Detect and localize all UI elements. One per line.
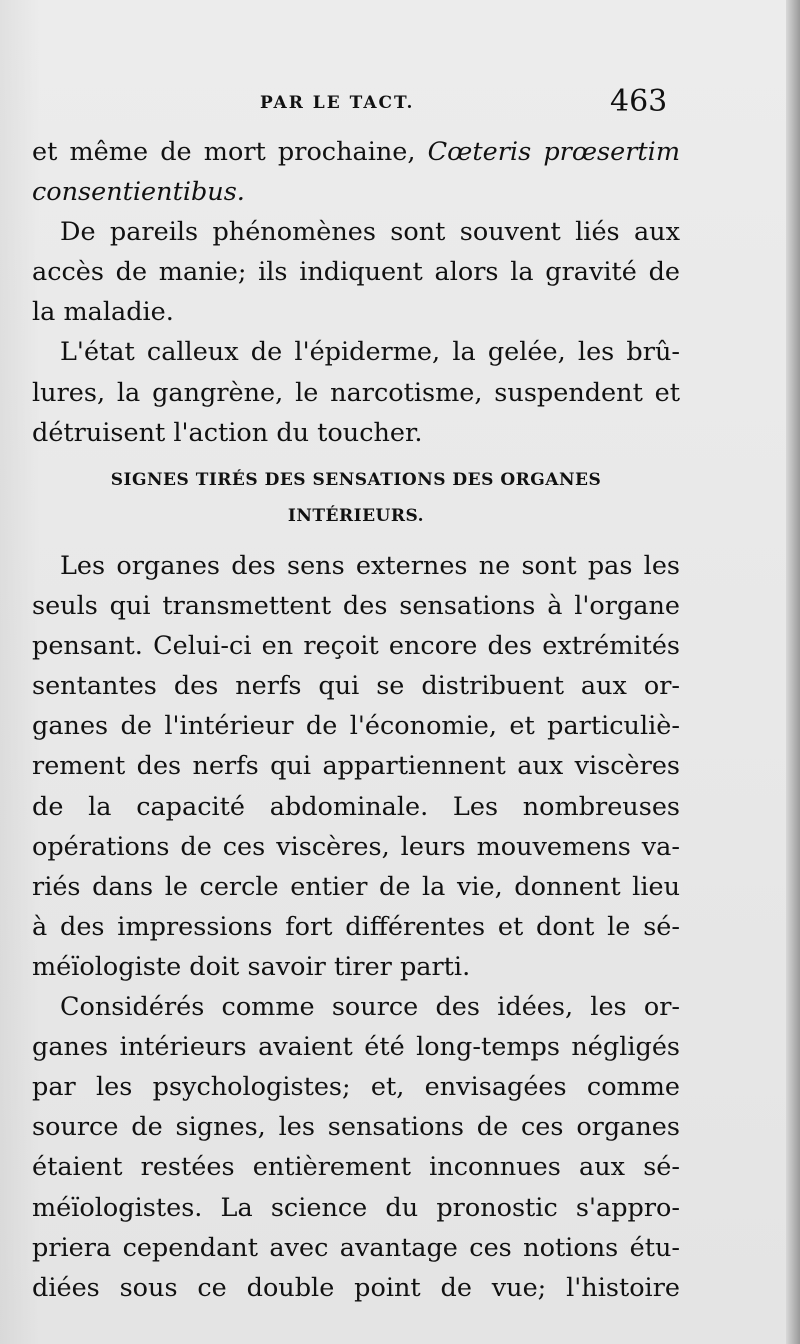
page-edge-shadow (786, 0, 800, 1344)
text-line: et même de mort prochaine, Cœteris prœsertim (32, 137, 680, 167)
paragraph-block-top (32, 132, 680, 453)
text-line: diées sous ce double point de vue; l'histoire (32, 1272, 680, 1303)
latin-phrase: Cœteris prœsertim (427, 137, 680, 167)
text-line: Considérés comme source des idées, les or- (60, 992, 680, 1023)
text-line: seuls qui transmettent des sensations à l'organe (32, 591, 680, 622)
text-line: ganes de l'intérieur de l'économie, et particuliè- (32, 711, 680, 742)
text-line: sentantes des nerfs qui se distribuent aux or- (32, 671, 680, 702)
page-number: 463 (610, 84, 668, 119)
text-line: L'état calleux de l'épiderme, la gelée, les brû- (60, 337, 680, 368)
text-line: pensant. Celui-ci en reçoit encore des extrémités (32, 631, 680, 662)
text-line: détruisent l'action du toucher. (32, 417, 423, 448)
text-line: par les psychologistes; et, envisagées comme (32, 1072, 680, 1103)
text-line: méïologiste doit savoir tirer parti. (32, 951, 471, 982)
text-line: consentientibus. (32, 177, 245, 208)
text-line: de la capacité abdominale. Les nombreuses (32, 791, 680, 822)
text-line: méïologistes. La science du pronostic s'appro- (32, 1192, 680, 1223)
text-line: ganes intérieurs avaient été long-temps négligés (32, 1032, 680, 1063)
section-heading: SIGNES TIRÉS DES SENSATIONS DES ORGANES (110, 470, 602, 490)
paragraph-block-main (32, 546, 680, 1308)
text-line: la maladie. (32, 297, 174, 328)
text-line: lures, la gangrène, le narcotisme, suspendent et (32, 377, 680, 408)
text-line: Les organes des sens externes ne sont pas les (60, 551, 680, 581)
running-head: PAR LE TACT. (260, 93, 415, 113)
text-line: rement des nerfs qui appartiennent aux viscères (32, 751, 680, 782)
text-line: à des impressions fort différentes et dont le sé- (32, 911, 680, 942)
text-line: De pareils phénomènes sont souvent liés aux (60, 217, 680, 248)
text-line: étaient restées entièrement inconnues aux sé- (32, 1152, 680, 1183)
text-line: accès de manie; ils indiquent alors la gravité de (32, 257, 680, 288)
text-line: source de signes, les sensations de ces organes (32, 1112, 680, 1143)
text-line: riés dans le cercle entier de la vie, donnent lieu (32, 871, 680, 902)
section-heading-continued: INTÉRIEURS. (287, 506, 425, 526)
text-line: opérations de ces viscères, leurs mouvemens va- (32, 831, 680, 862)
text-line: priera cependant avec avantage ces notions étu- (32, 1232, 680, 1263)
